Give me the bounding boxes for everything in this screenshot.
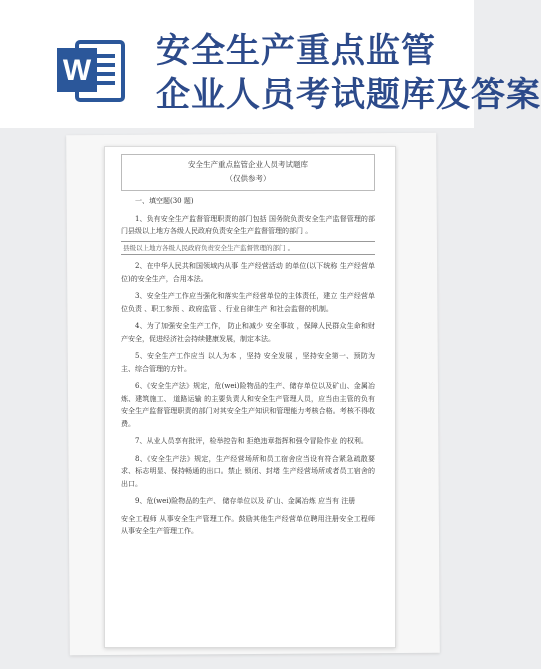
document-body: [121, 191, 375, 538]
document-heading: 安全生产重点监管企业人员考试题库: [188, 160, 308, 169]
question-7: 7、从业人员享有批评，检举控告和 拒绝违章指挥和强令冒险作业 的权利。: [135, 437, 368, 445]
question-1-note: 县级以上地方各级人民政府负责安全生产监督管理的部门 。: [121, 241, 375, 256]
question-5: 5、安全生产工作应当 以人为本 ，坚持 安全发展 ，坚持安全第一、预防为主、综合管理的方针。: [121, 352, 375, 373]
question-6: 6、《安全生产法》规定，危(wei)险物品的生产、储存单位以及矿山、金属冶炼、建筑施工、 道路运输 的主要负责人和安全生产管理人员，应当由主管的负有安全生产监督管理职责的部门对其安全生产知识和管理能力考核合格。考核不得收费。: [121, 382, 375, 428]
question-8: 8、《安全生产法》规定，生产经营场所和员工宿舍应当设有符合紧急疏散要求、标志明显、保持畅通的出口。禁止 锁闭、封堵 生产经营场所或者员工宿舍的出口。: [121, 454, 375, 488]
header-banner: [0, 0, 541, 128]
logo-letter: W: [62, 54, 92, 87]
page-title-line-1: 安全生产重点监管: [156, 31, 436, 71]
section-title: 一、填空题(30 题): [135, 197, 194, 205]
question-1: 1、负有安全生产监督管理职责的部门包括 国务院负责安全生产监督管理的部门县级以上地方各级人民政府负责安全生产监督管理的部门 。: [121, 214, 375, 235]
question-9: 9、危(wei)险物品的生产、 储存单位以及 矿山、金属冶炼 应当有 注册: [135, 497, 356, 505]
page-title-line-2: 企业人员考试题库及答案: [156, 75, 541, 115]
document-subheading: （仅供参考）: [225, 174, 271, 183]
document-header-box: [121, 154, 375, 191]
question-3: 3、安全生产工作应当强化和落实生产经营单位的主体责任，建立 生产经营单位负责 、职工参预 、政府监管 、行业自律生产 和社会监督的机制。: [121, 292, 375, 313]
document-content: [121, 154, 375, 543]
question-9-continued: 安全工程师 从事安全生产管理工作。鼓励其他生产经营单位聘用注册安全工程师从事安全生产管理工作。: [121, 514, 375, 535]
question-4: 4、为了加强安全生产工作， 防止和减少 安全事故 ，保障人民群众生命和财产安全，促进经济社会持续健康发展，制定本法。: [121, 322, 375, 343]
question-2: 2、在中华人民共和国领域内从事 生产经营活动 的单位(以下统称 生产经营单位)的安全生产，合用本法。: [121, 262, 375, 283]
word-document-icon: [55, 34, 127, 106]
